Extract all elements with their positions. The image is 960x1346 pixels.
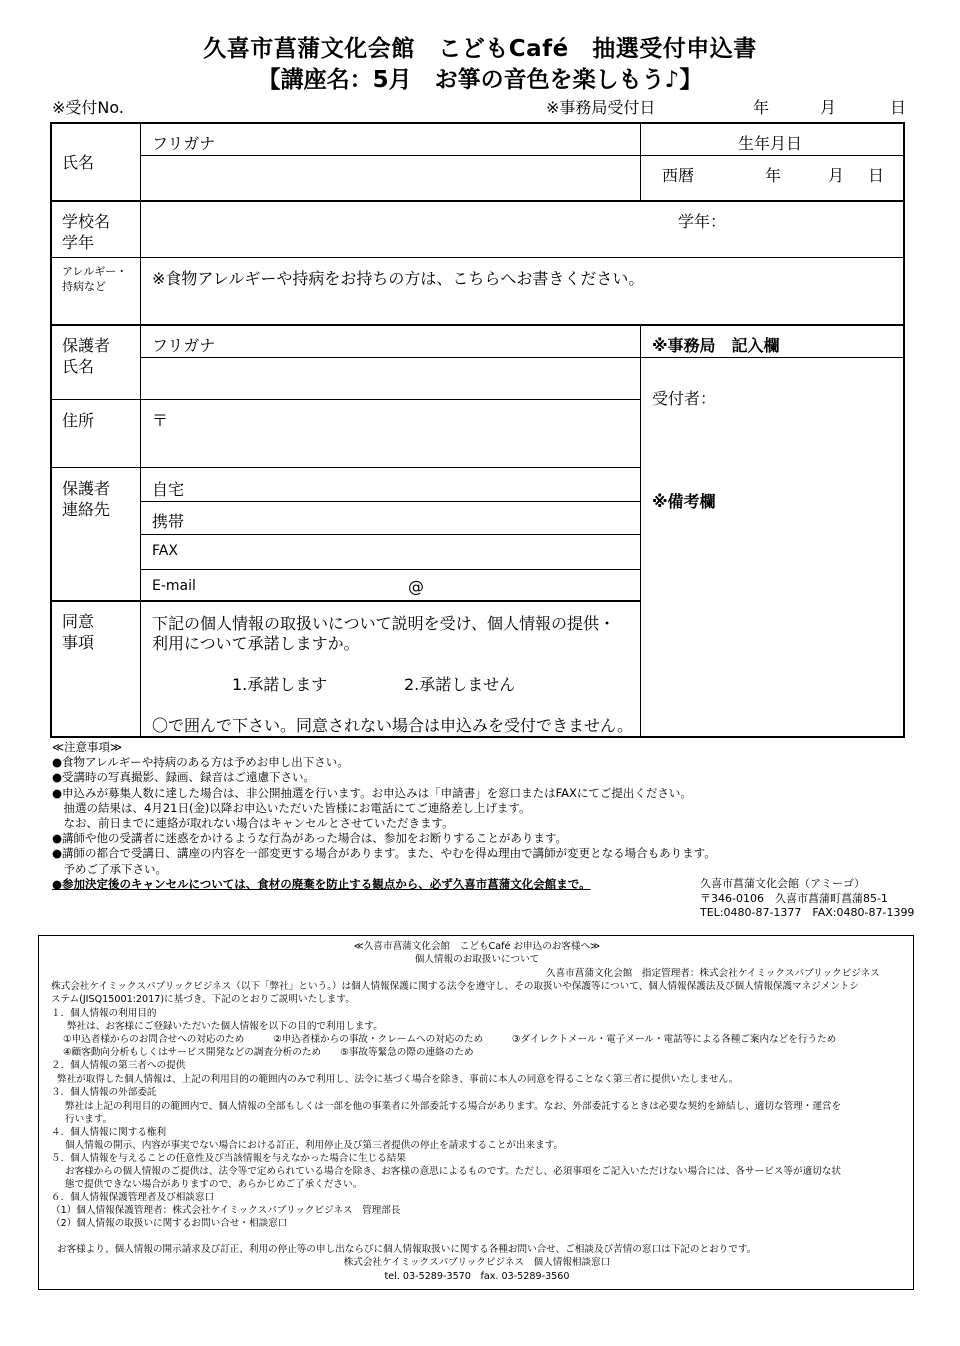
venue-phone: TEL:0480-87-1377 FAX:0480-87-1399 bbox=[700, 906, 915, 919]
row-sep-consent bbox=[50, 600, 640, 602]
note-item: ●受講時の写真撮影、録画、録音はご遠慮下さい。 bbox=[52, 770, 316, 785]
venue-address: 〒346-0106 久喜市菖蒲町菖蒲85-1 bbox=[700, 891, 888, 905]
seireki-label: 西暦 bbox=[662, 166, 695, 185]
privacy-section-2-a: 弊社が取得した個人情報は、上記の利用目的の範囲内のみで利用し、法令に基づく場合を除き、事前に本人の同意を得ることなく第三者に提供いたしません。 bbox=[57, 1074, 739, 1085]
row-sep-contact bbox=[50, 467, 640, 468]
header-year: 年 bbox=[753, 98, 770, 117]
privacy-subtitle: 個人情報のお取扱いについて bbox=[414, 954, 540, 965]
table-border-top bbox=[50, 122, 905, 124]
table-border-right bbox=[903, 122, 905, 738]
receipt-no-label: ※受付No. bbox=[52, 98, 124, 117]
line-fax bbox=[140, 569, 640, 570]
grade-row-label: 学年 bbox=[62, 233, 95, 252]
birthdate-line bbox=[640, 155, 905, 156]
privacy-section-6-a: （1）個人情報保護管理者：株式会社ケイミックスパブリックビジネス 管理部長 bbox=[51, 1205, 401, 1216]
privacy-section-6: ６．個人情報保護管理者及び相談窓口 bbox=[51, 1192, 215, 1203]
table-border-bottom bbox=[50, 736, 905, 738]
privacy-section-4-a: 個人情報の開示、内容が事実でない場合における訂正、利用停止及び第三者提供の停止を請求することが出来ます。 bbox=[65, 1140, 564, 1151]
line-home bbox=[140, 501, 640, 502]
privacy-section-3-a: 弊社は上記の利用目的の範囲内で、個人情報の全部もしくは一部を他の事業者に外部委託する場合があります。なお、外部委託するときは必要な契約を締結し、適切な管理・運営を bbox=[65, 1101, 842, 1112]
mobile-phone-label: 携帯 bbox=[152, 512, 185, 531]
postal-mark: 〒 bbox=[152, 411, 169, 430]
office-header-line bbox=[640, 357, 905, 358]
furigana-line bbox=[140, 155, 640, 156]
privacy-section-1-c: ④顧客動向分析もしくはサービス開発などの調査分析のため ⑤事故等緊急の際の連絡のため bbox=[63, 1047, 474, 1058]
birthdate-label: 生年月日 bbox=[738, 134, 803, 153]
note-item: 予めご了承下さい。 bbox=[52, 861, 167, 876]
label-column-divider bbox=[140, 122, 141, 738]
consent-option-agree[interactable]: 1.承諾します bbox=[232, 675, 328, 694]
privacy-section-2: ２．個人情報の第三者への提供 bbox=[51, 1060, 186, 1071]
note-item: ●食物アレルギーや持病のある方は予めお申し出下さい。 bbox=[52, 755, 349, 770]
office-date-label: ※事務局受付日 bbox=[546, 98, 656, 117]
guardian-name-label: 氏名 bbox=[62, 357, 95, 376]
line-mobile bbox=[140, 534, 640, 535]
allergy-label-2: 持病など bbox=[62, 280, 106, 293]
home-phone-label: 自宅 bbox=[152, 480, 185, 499]
receiver-label: 受付者： bbox=[652, 389, 717, 408]
fax-label: FAX bbox=[152, 543, 178, 559]
venue-name: 久喜市菖蒲文化会館（アミーゴ） bbox=[700, 877, 865, 890]
privacy-intro-1: 株式会社ケイミックスパブリックビジネス（以下「弊社」という。）は個人情報保護に関する法令を遵守し、その取扱いや保護等について、個人情報保護法及び個人情報保護マネジメントシ bbox=[51, 981, 859, 992]
remarks-label: ※備考欄 bbox=[652, 492, 716, 511]
privacy-section-6-b: （2）個人情報の取扱いに関するお問い合せ・相談窓口 bbox=[51, 1218, 288, 1229]
privacy-section-5: ５．個人情報を与えることの任意性及び当該情報を与えなかった場合に生じる結果 bbox=[51, 1153, 406, 1164]
privacy-section-5-b: 態で提供できない場合がありますので、あらかじめご了承ください。 bbox=[65, 1179, 363, 1190]
name-field[interactable] bbox=[152, 157, 638, 199]
header-month: 月 bbox=[820, 98, 837, 117]
consent-footer: 〇で囲んで下さい。同意されない場合は申込みを受付できません。 bbox=[152, 716, 633, 735]
privacy-footer-1: お客様より、個人情報の開示請求及び訂正、利用の停止等の申し出ならびに個人情報取扱いに関する各種お問い合せ、ご相談及び苦情の窓口は下記のとおりです。 bbox=[57, 1244, 757, 1255]
note-item: なお、前日までに連絡が取れない場合はキャンセルとさせていただきます。 bbox=[52, 816, 454, 831]
office-use-label: ※事務局 記入欄 bbox=[652, 336, 780, 355]
note-item: 抽選の結果は、4月21日(金)以降お申込いただいた皆様にお電話にてご連絡差し上げます。 bbox=[52, 800, 531, 815]
table-border-left bbox=[50, 122, 52, 738]
notes-section bbox=[52, 740, 716, 892]
privacy-title: ≪久喜市菖蒲文化会館 こどもCafé お申込のお客様へ≫ bbox=[353, 941, 601, 952]
row-sep-allergy bbox=[50, 257, 905, 258]
privacy-policy-box bbox=[38, 935, 914, 1290]
email-label: E-mail bbox=[152, 578, 196, 594]
consent-label-2: 事項 bbox=[62, 633, 95, 652]
birthdate-divider bbox=[640, 122, 641, 200]
privacy-section-3-b: 行います。 bbox=[65, 1114, 113, 1125]
privacy-section-1: １．個人情報の利用目的 bbox=[51, 1008, 157, 1019]
consent-text-1: 下記の個人情報の取扱いについて説明を受け、個人情報の提供・ bbox=[152, 614, 616, 633]
consent-label: 同意 bbox=[62, 612, 95, 631]
row-sep-guardian bbox=[50, 324, 905, 326]
privacy-footer-2: 株式会社ケイミックスパブリックビジネス 個人情報相談窓口 bbox=[343, 1257, 611, 1268]
privacy-section-1-b: ①申込者様からのお問合せへの対応のため ②申込者様からの事故・クレームへの対応のため ③ダイレクトメール・電子メール・電話等による各種ご案内などを行うため bbox=[63, 1034, 837, 1045]
allergy-note: ※食物アレルギーや持病をお持ちの方は、こちらへお書きください。 bbox=[152, 269, 645, 288]
guardian-furigana-label: フリガナ bbox=[152, 336, 216, 355]
consent-option-disagree[interactable]: 2.承諾しません bbox=[404, 675, 516, 694]
note-item: ●申込みが募集人数に達した場合は、非公開抽選を行います。お申込みは「申請書」を窓口またはFAXにてご提出ください。 bbox=[52, 785, 692, 800]
privacy-section-4: ４．個人情報に関する権利 bbox=[51, 1127, 167, 1138]
privacy-section-3: ３．個人情報の外部委託 bbox=[51, 1087, 157, 1098]
privacy-intro-2: ステム(JISQ15001:2017)に基づき、下記のとおりご説明いたします。 bbox=[51, 994, 355, 1005]
page-title: 久喜市菖蒲文化会館 こどもCafé 抽選受付申込書 bbox=[203, 36, 757, 62]
furigana-label: フリガナ bbox=[152, 134, 216, 153]
guardian-label: 保護者 bbox=[62, 336, 111, 355]
birth-month-label: 月 bbox=[828, 166, 845, 185]
venue-contact bbox=[700, 877, 914, 921]
note-cancel: ●参加決定後のキャンセルについては、食材の廃棄を防止する観点から、必ず久喜市菖蒲文化会館まで。 bbox=[52, 876, 591, 891]
email-at: @ bbox=[408, 577, 424, 596]
notes-heading: ≪注意事項≫ bbox=[52, 740, 123, 754]
contact-label-2: 連絡先 bbox=[62, 500, 111, 519]
contact-label: 保護者 bbox=[62, 479, 111, 498]
privacy-footer-3: tel. 03-5289-3570 fax. 03-5289-3560 bbox=[384, 1271, 570, 1282]
school-label: 学校名 bbox=[62, 212, 111, 231]
privacy-manager: 久喜市菖蒲文化会館 指定管理者：株式会社ケイミックスパブリックビジネス bbox=[546, 968, 880, 979]
note-item: ●講師や他の受講者に迷惑をかけるような行為があった場合は、参加をお断りすることがあります。 bbox=[52, 831, 567, 846]
privacy-section-5-a: お客様からの個人情報のご提供は、法令等で定められている場合を除き、お客様の意思によるものです。ただし、必須事項をご記入いただけない場合には、各サービス等が適切な状 bbox=[65, 1166, 841, 1177]
allergy-label: アレルギー・ bbox=[62, 265, 128, 278]
consent-text-2: 利用について承諾しますか。 bbox=[152, 634, 360, 653]
grade-label: 学年： bbox=[678, 212, 727, 231]
row-sep-address bbox=[50, 399, 640, 400]
office-column-divider bbox=[640, 324, 641, 738]
address-label: 住所 bbox=[62, 411, 95, 430]
note-item: ●講師の都合で受講日、講座の内容を一部変更する場合があります。また、やむを得ぬ理由で講師が変更となる場合もあります。 bbox=[52, 846, 716, 861]
birth-year-label: 年 bbox=[765, 166, 782, 185]
row-sep-school bbox=[50, 200, 905, 202]
header-day: 日 bbox=[890, 98, 907, 117]
course-title: 【講座名：5月 お箏の音色を楽しもう♪】 bbox=[257, 67, 703, 93]
birth-day-label: 日 bbox=[868, 166, 885, 185]
guardian-furigana-line bbox=[140, 357, 640, 358]
privacy-section-1-a: 弊社は、お客様にご登録いただいた個人情報を以下の目的で利用します。 bbox=[67, 1021, 383, 1032]
name-label: 氏名 bbox=[62, 153, 95, 172]
